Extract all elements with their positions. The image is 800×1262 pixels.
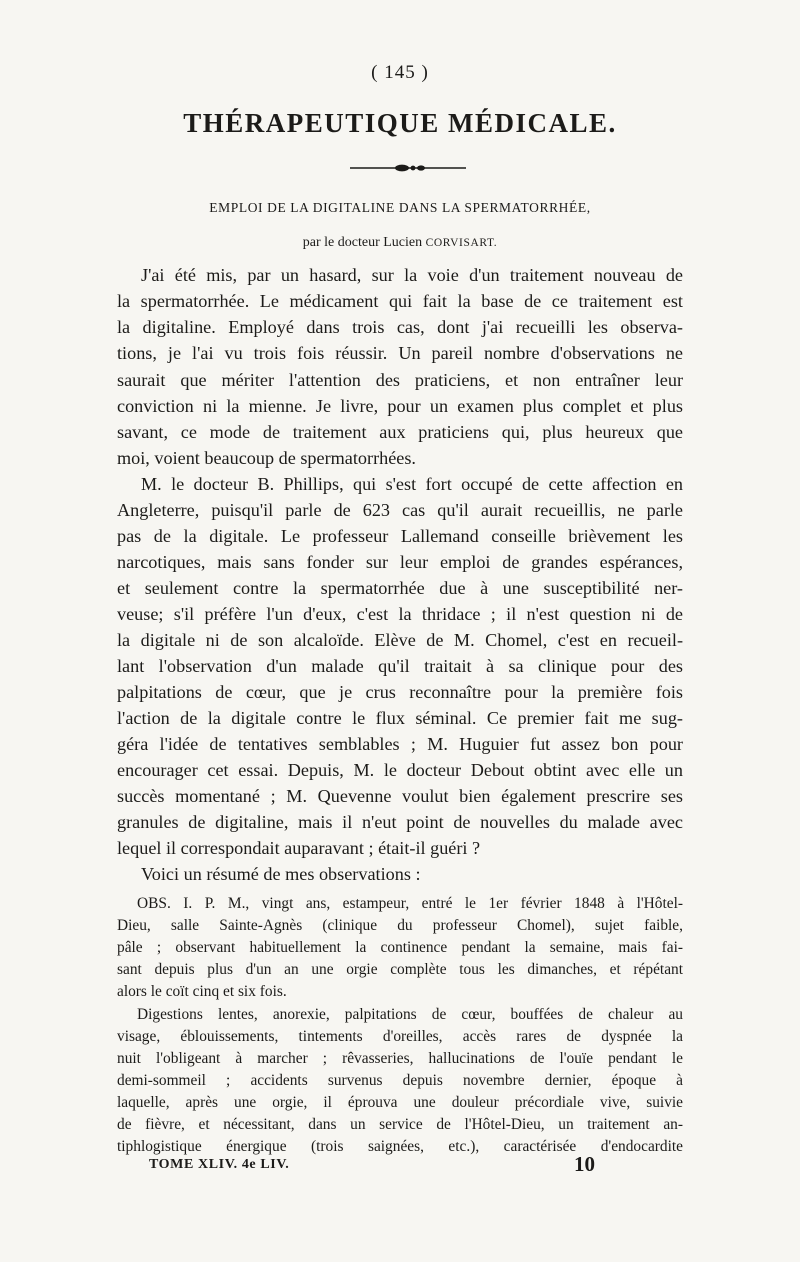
body-line: veuse; s'il préfère l'un d'eux, c'est la thridace ; il n'est question ni de [117, 604, 683, 624]
sheet-number: 10 [574, 1152, 595, 1176]
observation-line: laquelle, après une orgie, il éprouva une douleur précordiale vive, suivie [117, 1094, 683, 1111]
body-line: M. le docteur B. Phillips, qui s'est fort occupé de cette affection en [141, 474, 683, 494]
section-title: THÉRAPEUTIQUE MÉDICALE. [183, 108, 617, 138]
body-line: tions, je l'ai vu trois fois réussir. Un pareil nombre d'observations ne [117, 343, 683, 363]
body-line: la spermatorrhée. Le médicament qui fait la base de ce traitement est [117, 291, 683, 311]
article-title: EMPLOI DE LA DIGITALINE DANS LA SPERMATORRHÉE, [209, 200, 591, 215]
body-line: saurait que mériter l'attention des praticiens, et non entraîner leur [117, 370, 683, 390]
observation-line: demi-sommeil ; accidents survenus depuis novembre dernier, époque à [117, 1072, 683, 1089]
body-line: géra l'idée de tentatives semblables ; M. Huguier fut assez bon pour [117, 734, 683, 754]
author-name: CORVISART. [425, 237, 498, 249]
observation-line: sant depuis plus d'un an une orgie complète tous les dimanches, et répétant [117, 961, 683, 978]
body-line: Voici un résumé de mes observations : [141, 864, 421, 884]
observation-line: OBS. I. P. M., vingt ans, estampeur, entré le 1er février 1848 à l'Hôtel- [137, 895, 683, 912]
observation-line: de fièvre, et nécessitant, dans un service de l'Hôtel-Dieu, un traitement an- [117, 1116, 683, 1133]
body-line: conviction ni la mienne. Je livre, pour un examen plus complet et plus [117, 396, 683, 416]
observation-line: pâle ; observant habituellement la continence pendant la semaine, mais fai- [117, 939, 683, 956]
byline-prefix: par le docteur Lucien [302, 235, 426, 250]
observation-line: Dieu, salle Sainte-Agnès (clinique du professeur Chomel), sujet faible, [117, 917, 683, 934]
body-line: pas de la digitale. Le professeur Lallemand conseille brièvement les [117, 526, 683, 546]
body-line: la digitaline. Employé dans trois cas, dont j'ai recueilli les observa- [117, 317, 683, 337]
body-line: granules de digitaline, mais il n'eut point de nouvelles du malade avec [117, 812, 683, 832]
body-line: lequel il correspondait auparavant ; était-il guéri ? [117, 838, 481, 858]
observation-line: Digestions lentes, anorexie, palpitations de cœur, bouffées de chaleur au [137, 1006, 683, 1023]
page-number: ( 145 ) [371, 62, 429, 83]
body-line: succès momentané ; M. Quevenne voulut bien également prescrire ses [117, 786, 683, 806]
body-line: et seulement contre la spermatorrhée due à une susceptibilité ner- [117, 578, 683, 598]
body-line: narcotiques, mais sans fonder sur leur emploi de grandes espérances, [117, 552, 683, 572]
observation-line: alors le coït cinq et six fois. [117, 983, 287, 1000]
title-ornament [350, 163, 466, 173]
printer-signature: TOME XLIV. 4e LIV. [149, 1157, 290, 1172]
body-line: savant, ce mode de traitement aux praticiens qui, plus heureux que [117, 422, 683, 442]
body-line: lant l'observation d'un malade qu'il traitait à sa clinique pour des [117, 656, 683, 676]
byline [0, 235, 800, 251]
body-line: l'action de la digitale contre le flux séminal. Ce premier fait me sug- [117, 708, 683, 728]
body-line: Angleterre, puisqu'il parle de 623 cas qu'il aurait recueillis, ne parle [117, 500, 683, 520]
body-line: la digitale ni de son alcaloïde. Elève de M. Chomel, c'est en recueil- [117, 630, 683, 650]
observation-line: tiphlogistique énergique (trois saignées, etc.), caractérisée d'endocardite [117, 1138, 683, 1155]
observation-line: nuit l'obligeant à marcher ; rêvasseries, hallucinations de l'ouïe pendant le [117, 1050, 683, 1067]
body-line: moi, voient beaucoup de spermatorrhées. [117, 448, 416, 468]
body-line: encourager cet essai. Depuis, M. le docteur Debout obtint avec elle un [117, 760, 683, 780]
body-line: J'ai été mis, par un hasard, sur la voie d'un traitement nouveau de [141, 265, 683, 285]
observation-line: visage, éblouissements, tintements d'oreilles, accès rares de dyspnée la [117, 1028, 683, 1045]
body-line: palpitations de cœur, que je crus reconnaître pour la première fois [117, 682, 683, 702]
